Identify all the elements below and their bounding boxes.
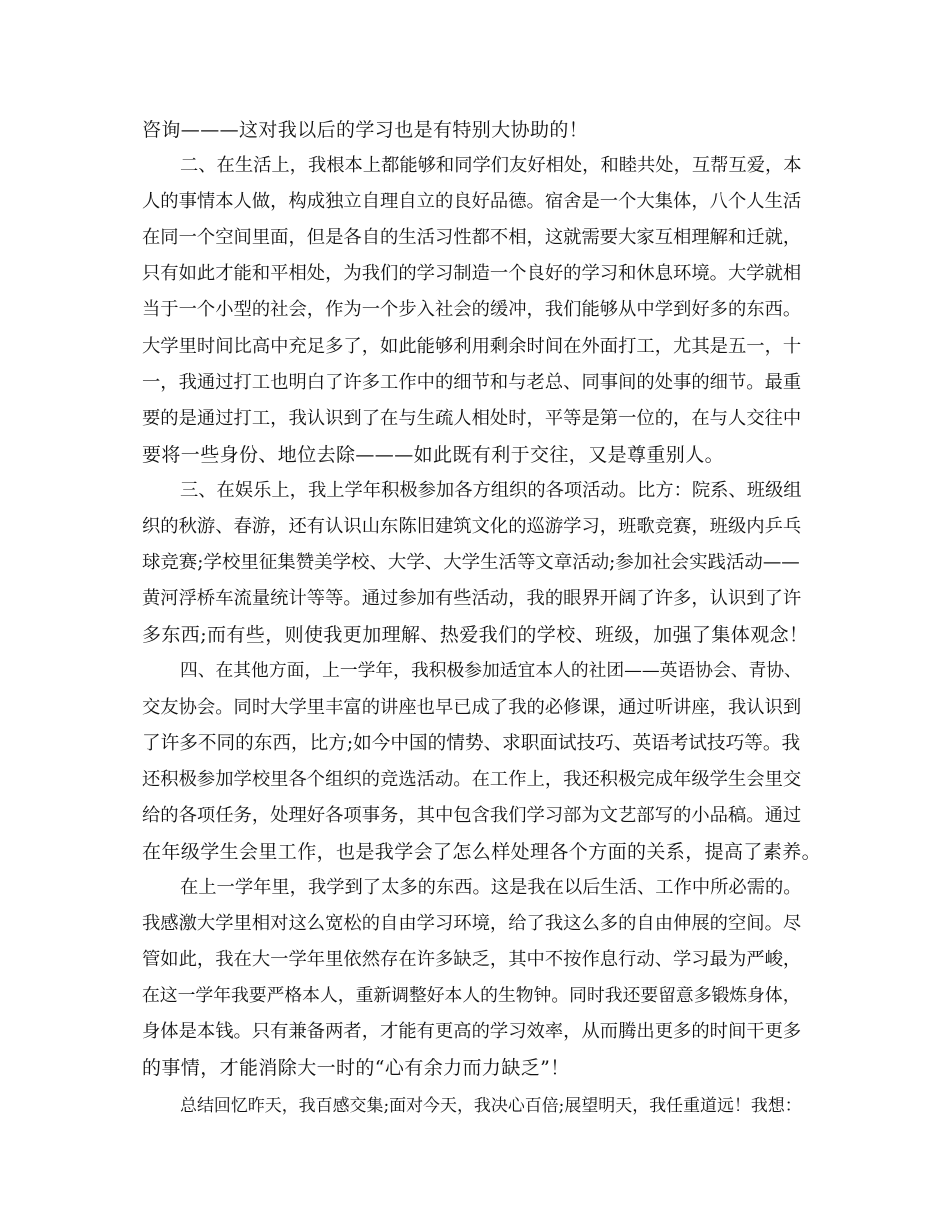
text-line: 我感激大学里相对这么宽松的自由学习环境，给了我这么多的自由伸展的空间。尽 [142,913,802,935]
text-line: 织的秋游、春游，还有认识山东陈旧建筑文化的巡游学习，班歌竞赛，班级内乒乓 [142,516,802,538]
text-line: 要的是通过打工，我认识到了在与生疏人相处时，平等是第一位的，在与人交往中 [142,407,802,429]
text-line: 咨询———这对我以后的学习也是有特别大协助的！ [142,119,589,141]
text-line: 人的事情本人做，构成独立自理自立的良好品德。宿舍是一个大集体，八个人生活 [142,191,802,213]
text-line: 黄河浮桥车流量统计等等。通过参加有些活动，我的眼界开阔了许多，认识到了许 [142,588,802,610]
text-line: 大学里时间比高中充足多了，如此能够利用剩余时间在外面打工，尤其是五一，十 [142,335,802,357]
text-line: 管如此，我在大一学年里依然存在许多缺乏，其中不按作息行动、学习最为严峻， [142,949,802,971]
text-line: 给的各项任务，处理好各项事务，其中包含我们学习部为文艺部写的小品稿。通过 [142,804,802,826]
text-line: 在上一学年里，我学到了太多的东西。这是我在以后生活、工作中所必需的。 [180,876,802,898]
text-line: 多东西;而有些，则使我更加理解、热爱我们的学校、班级，加强了集体观念！ [142,624,809,647]
text-line: 身体是本钱。只有兼备两者，才能有更高的学习效率，从而腾出更多的时间干更多 [142,1021,802,1043]
text-line: 当于一个小型的社会，作为一个步入社会的缓冲，我们能够从中学到好多的东西。 [142,299,802,321]
text-line: 四、在其他方面，上一学年，我积极参加适宜本人的社团——英语协会、青协、 [180,660,802,682]
text-line: 二、在生活上，我根本上都能够和同学们友好相处，和睦共处，互帮互爱，本 [180,155,802,177]
text-line: 的事情，才能消除大一时的“心有余力而力缺乏”！ [142,1057,570,1080]
text-line: 交友协会。同时大学里丰富的讲座也早已成了我的必修课，通过听讲座，我认识到 [142,696,802,718]
text-line: 在同一个空间里面，但是各自的生活习性都不相，这就需要大家互相理解和迁就， [142,227,802,249]
text-line: 总结回忆昨天，我百感交集;面对今天，我决心百倍;展望明天，我任重道远！我想： [180,1094,802,1115]
text-line: 在年级学生会里工作，也是我学会了怎么样处理各个方面的关系，提高了素养。 [142,840,822,863]
text-line: 了许多不同的东西，比方;如今中国的情势、求职面试技巧、英语考试技巧等。我 [142,732,801,754]
text-line: 还积极参加学校里各个组织的竞选活动。在工作上，我还积极完成年级学生会里交 [142,768,802,790]
text-line: 球竞赛;学校里征集赞美学校、大学、大学生活等文章活动;参加社会实践活动—— [142,552,800,574]
text-line: 一，我通过打工也明白了许多工作中的细节和与老总、同事间的处事的细节。最重 [142,371,802,393]
text-line: 要将一些身份、地位去除———如此既有利于交往，又是尊重别人。 [142,443,725,466]
text-line: 三、在娱乐上，我上学年积极参加各方组织的各项活动。比方：院系、班级组 [180,479,802,501]
text-line: 只有如此才能和平相处，为我们的学习制造一个良好的学习和休息环境。大学就相 [142,263,802,285]
text-line: 在这一学年我要严格本人，重新调整好本人的生物钟。同时我还要留意多锻炼身体， [142,985,801,1007]
document-body [142,112,822,1123]
